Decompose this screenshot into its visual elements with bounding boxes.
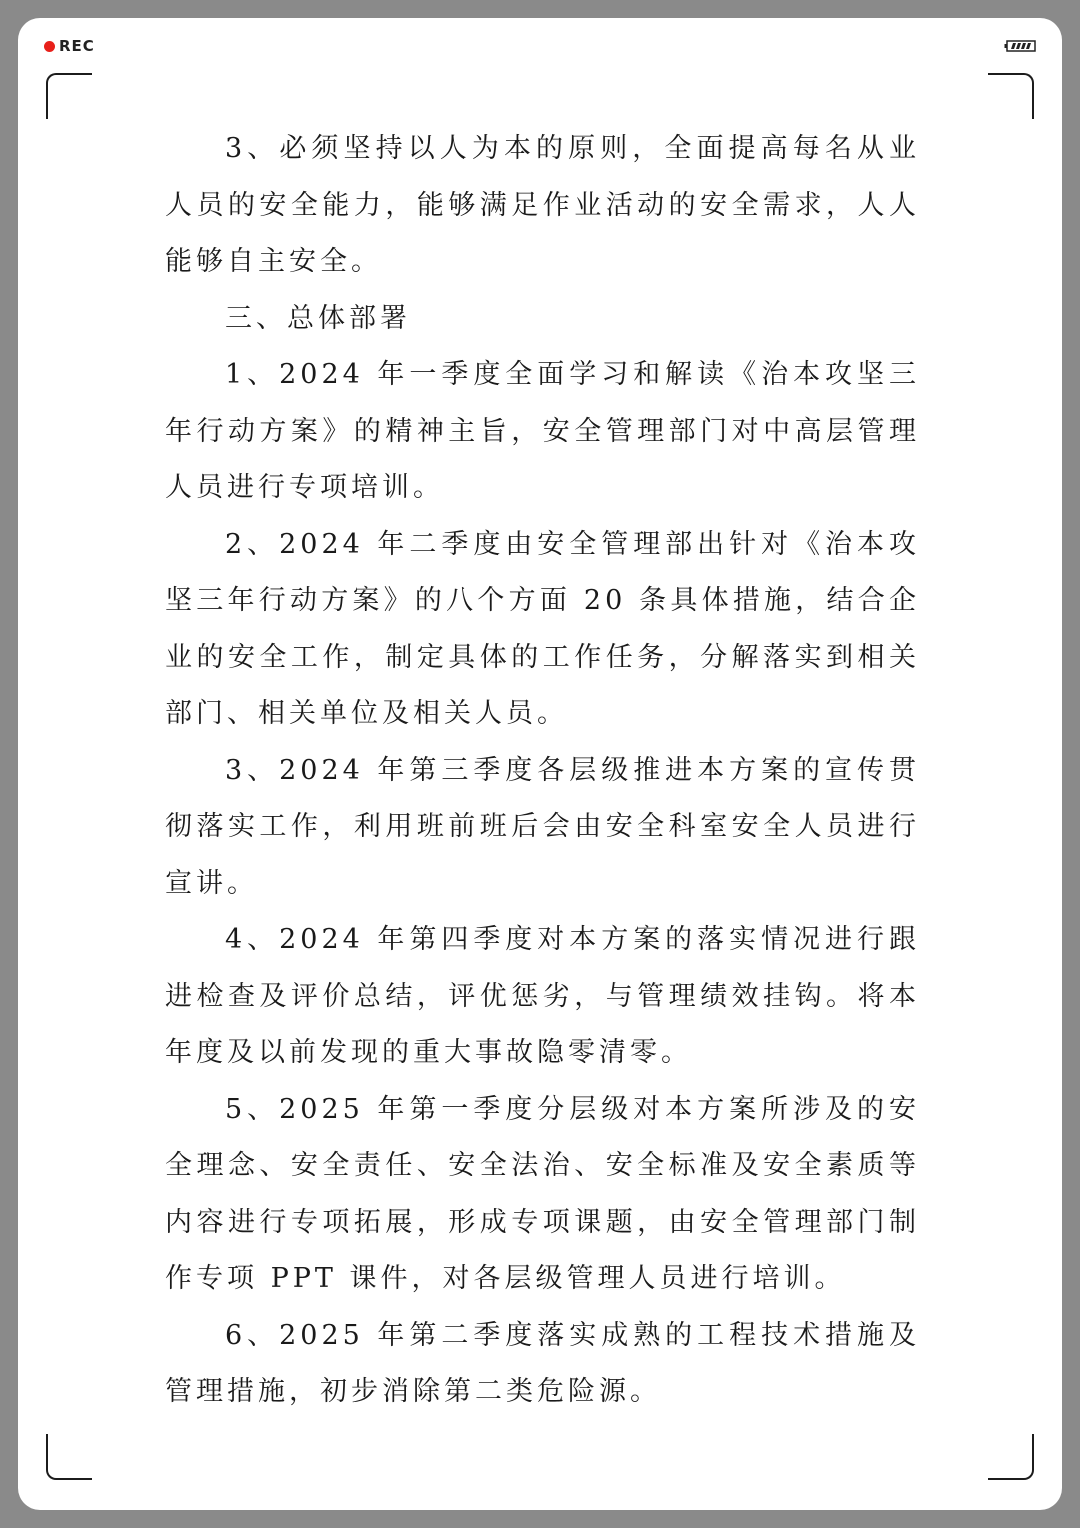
paragraph-item-2: 2、2024 年二季度由安全管理部出针对《治本攻坚三年行动方案》的八个方面 20 条具体措施，结合企业的安全工作，制定具体的工作任务，分解落实到相关部门、相关单位及相关人员。 [165,528,920,729]
viewfinder-corner-bottom-left [46,1434,92,1480]
viewfinder-corner-top-left [46,73,92,119]
paragraph-principle-3: 3、必须坚持以人为本的原则，全面提高每名从业人员的安全能力，能够满足作业活动的安全需求，人人能够自主安全。 [165,133,920,277]
paragraph-item-5: 5、2025 年第一季度分层级对本方案所涉及的安全理念、安全责任、安全法治、安全标准及安全素质等内容进行专项拓展，形成专项课题，由安全管理部门制作专项 PPT 课件，对各层级管理人员进行培训。 [165,1093,920,1294]
document-body [165,121,920,1421]
record-dot-icon [44,41,55,52]
paragraph-item-6: 6、2025 年第二季度落实成熟的工程技术措施及管理措施，初步消除第二类危险源。 [165,1319,920,1407]
battery-icon [1004,40,1036,52]
section-heading: 三、总体部署 [225,302,411,334]
rec-label: REC [59,37,95,55]
viewfinder-corner-top-right [988,73,1034,119]
rec-indicator [44,37,95,55]
paragraph-item-4: 4、2024 年第四季度对本方案的落实情况进行跟进检查及评价总结，评优惩劣，与管理绩效挂钩。将本年度及以前发现的重大事故隐零清零。 [165,924,920,1068]
paragraph-item-1: 1、2024 年一季度全面学习和解读《治本攻坚三年行动方案》的精神主旨，安全管理部门对中高层管理人员进行专项培训。 [165,359,920,503]
paragraph-item-3: 3、2024 年第三季度各层级推进本方案的宣传贯彻落实工作，利用班前班后会由安全科室安全人员进行宣讲。 [165,754,920,899]
camera-frame [18,18,1062,1510]
viewfinder-corner-bottom-right [988,1434,1034,1480]
